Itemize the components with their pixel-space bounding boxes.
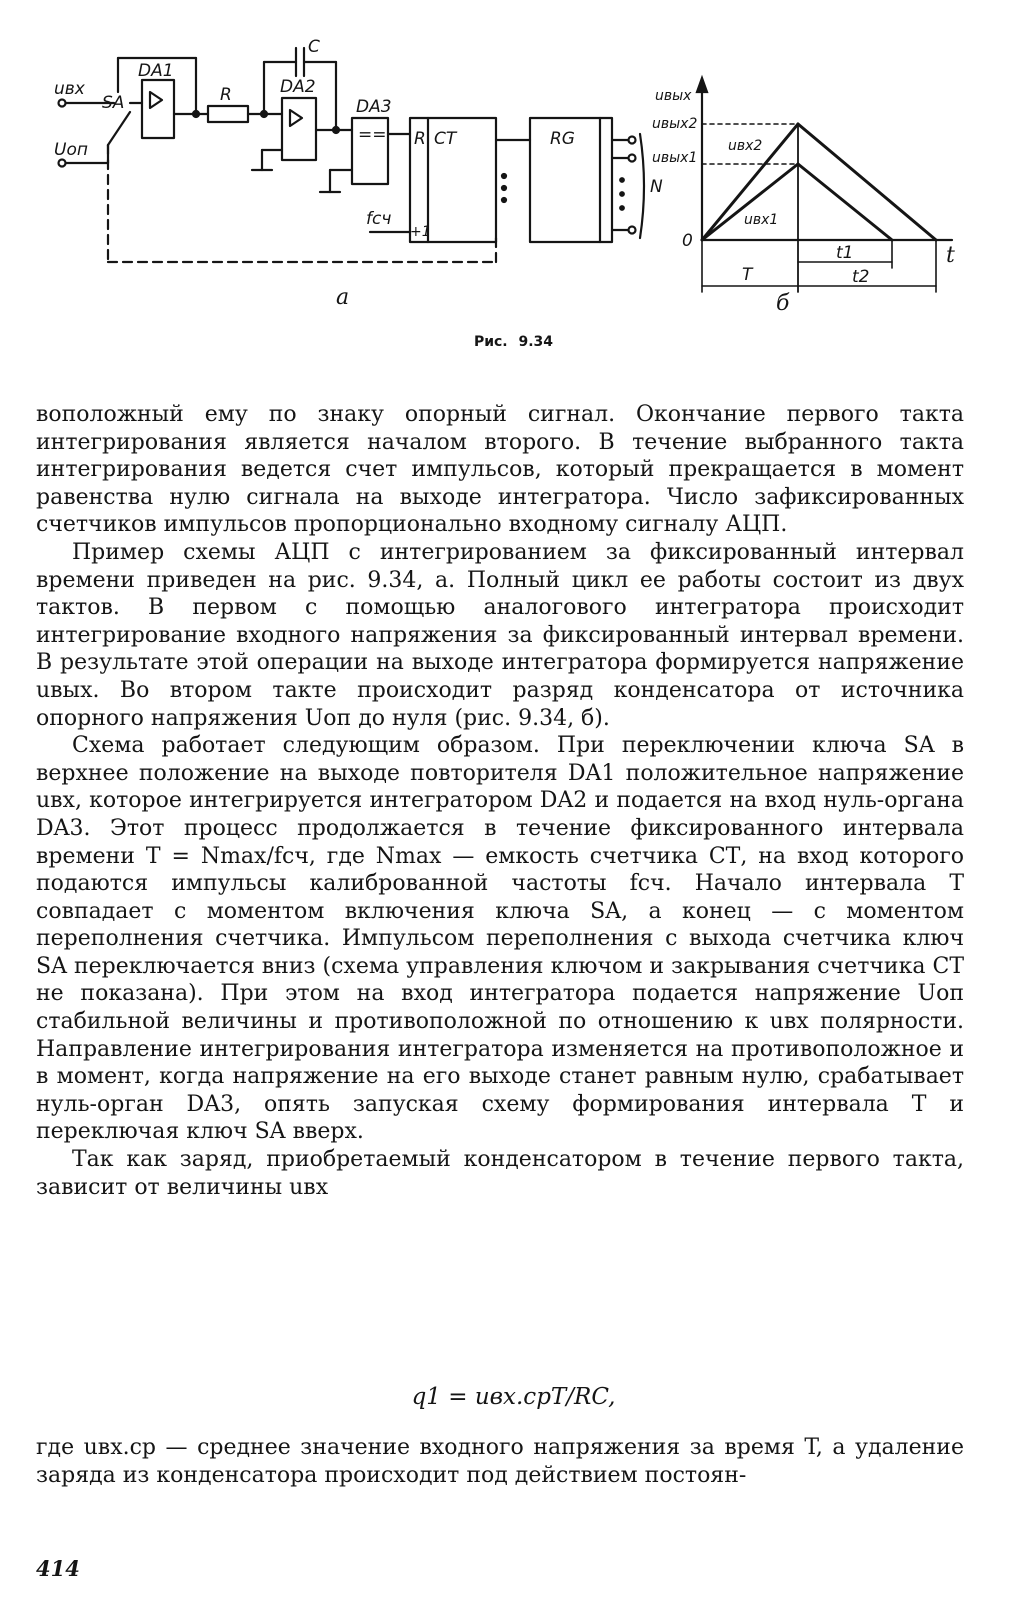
figure-9-34 <box>0 0 1027 330</box>
da1-triangle <box>150 92 162 108</box>
da2-triangle <box>290 110 302 126</box>
body-text-continued <box>36 1434 964 1489</box>
curve-uin1-fall <box>798 164 892 240</box>
label-sub-b: б <box>776 291 790 316</box>
label-n: N <box>650 177 663 197</box>
curve-uin1-rise <box>702 164 798 240</box>
da1-block <box>142 80 174 138</box>
timing-graph <box>697 78 952 292</box>
paragraph-3: Схема работает следующим образом. При переключении ключа SA в верхнее положение на выходе повторителя DA1 положительное напряжение uвх, которое интегрируется интегратором DA2 и подается на вход нуль-органа DA3. Этот процесс продолжается в течение фиксированного интервала времени T = Nmax/fсч, где Nmax — емкость счетчика СТ, на вход которого подаются импульсы калиброванной частоты fсч. Начало интервала T совпадает с моментом включения ключа SA, а конец — с моментом переполнения счетчика. Импульсом переполнения с выхода счетчика ключ SA переключается вниз (схема управления ключом и закрывания счетчика СТ не показана). При этом на вход интегратора подается напряжение Uоп стабильной величины и противоположной по отношению к uвх полярности. Направление интегрирования интегратора изменяется на противоположное и в момент, когда напряжение на его выходе станет равным нулю, срабатывает нуль-орган DA3, опять запуская схему формирования интервала T и переключая ключ SA вверх. <box>36 733 964 1145</box>
input-terminal-uin <box>59 100 66 107</box>
label-counter-r: R <box>414 129 426 149</box>
label-da3: DA3 <box>356 97 392 117</box>
switch-sa-blade <box>108 112 130 145</box>
formula: q1 = uвх.срT/RC, <box>411 1384 616 1410</box>
label-uout1: uвых1 <box>652 150 698 166</box>
label-uin1: uвх1 <box>744 212 779 228</box>
label-T: T <box>742 265 753 285</box>
label-uout: uвых <box>655 88 692 104</box>
label-t-axis: t <box>946 243 955 268</box>
figure-caption: Рис. 9.34 <box>473 334 554 350</box>
input-terminal-uref <box>59 160 66 167</box>
label-da3-symbol: == <box>358 125 387 145</box>
resistor-r <box>208 106 248 122</box>
label-da1: DA1 <box>138 61 174 81</box>
label-uin: uвх <box>54 79 85 99</box>
paragraph-2: Пример схемы АЦП с интегрированием за фиксированный интервал времени приведен на рис. 9.34, а. Полный цикл ее работы состоит из двух тактов. В первом с помощью аналогового интегратора происходит интегрирование входного напряжения за фиксированный интервал времени. В результате этой операции на выходе интегратора формируется напряжение uвых. Во втором такте происходит разряд конденсатора от источника опорного напряжения Uоп до нуля (рис. 9.34, б). <box>36 539 964 731</box>
label-t1: t1 <box>836 243 854 263</box>
label-counter-ct: CT <box>434 129 457 149</box>
label-origin: 0 <box>682 231 693 251</box>
label-da2: DA2 <box>280 77 316 97</box>
label-uout2: uвых2 <box>652 116 698 132</box>
label-sa: SA <box>102 93 125 113</box>
label-fcount: fсч <box>366 209 392 229</box>
label-r: R <box>220 85 232 105</box>
da2-block <box>282 98 316 160</box>
label-uref: Uоп <box>54 140 88 160</box>
page-number: 414 <box>36 1556 80 1581</box>
output-brace <box>640 134 644 238</box>
paragraph-4: Так как заряд, приобретаемый конденсатором в течение первого такта, зависит от величины uвх <box>36 1147 964 1200</box>
label-counter-plus1: +1 <box>410 224 431 240</box>
label-uin2: uвх2 <box>728 138 763 154</box>
paragraph-5: где uвх.ср — среднее значение входного напряжения за время T, а удаление заряда из конденсатора происходит под действием постоян- <box>36 1435 964 1488</box>
label-sub-a: а <box>336 285 350 310</box>
body-text <box>36 401 964 1201</box>
paragraph-1: воположный ему по знаку опорный сигнал. Окончание первого такта интегрирования является началом второго. В течение выбранного такта интегрирования ведется счет импульсов, который прекращается в момент равенства нулю сигнала на выходе интегратора. Число зафиксированных счетчиков импульсов пропорционально входному сигналу АЦП. <box>36 402 964 538</box>
label-c: C <box>308 37 320 57</box>
label-t2: t2 <box>852 267 870 287</box>
label-register: RG <box>550 129 575 149</box>
